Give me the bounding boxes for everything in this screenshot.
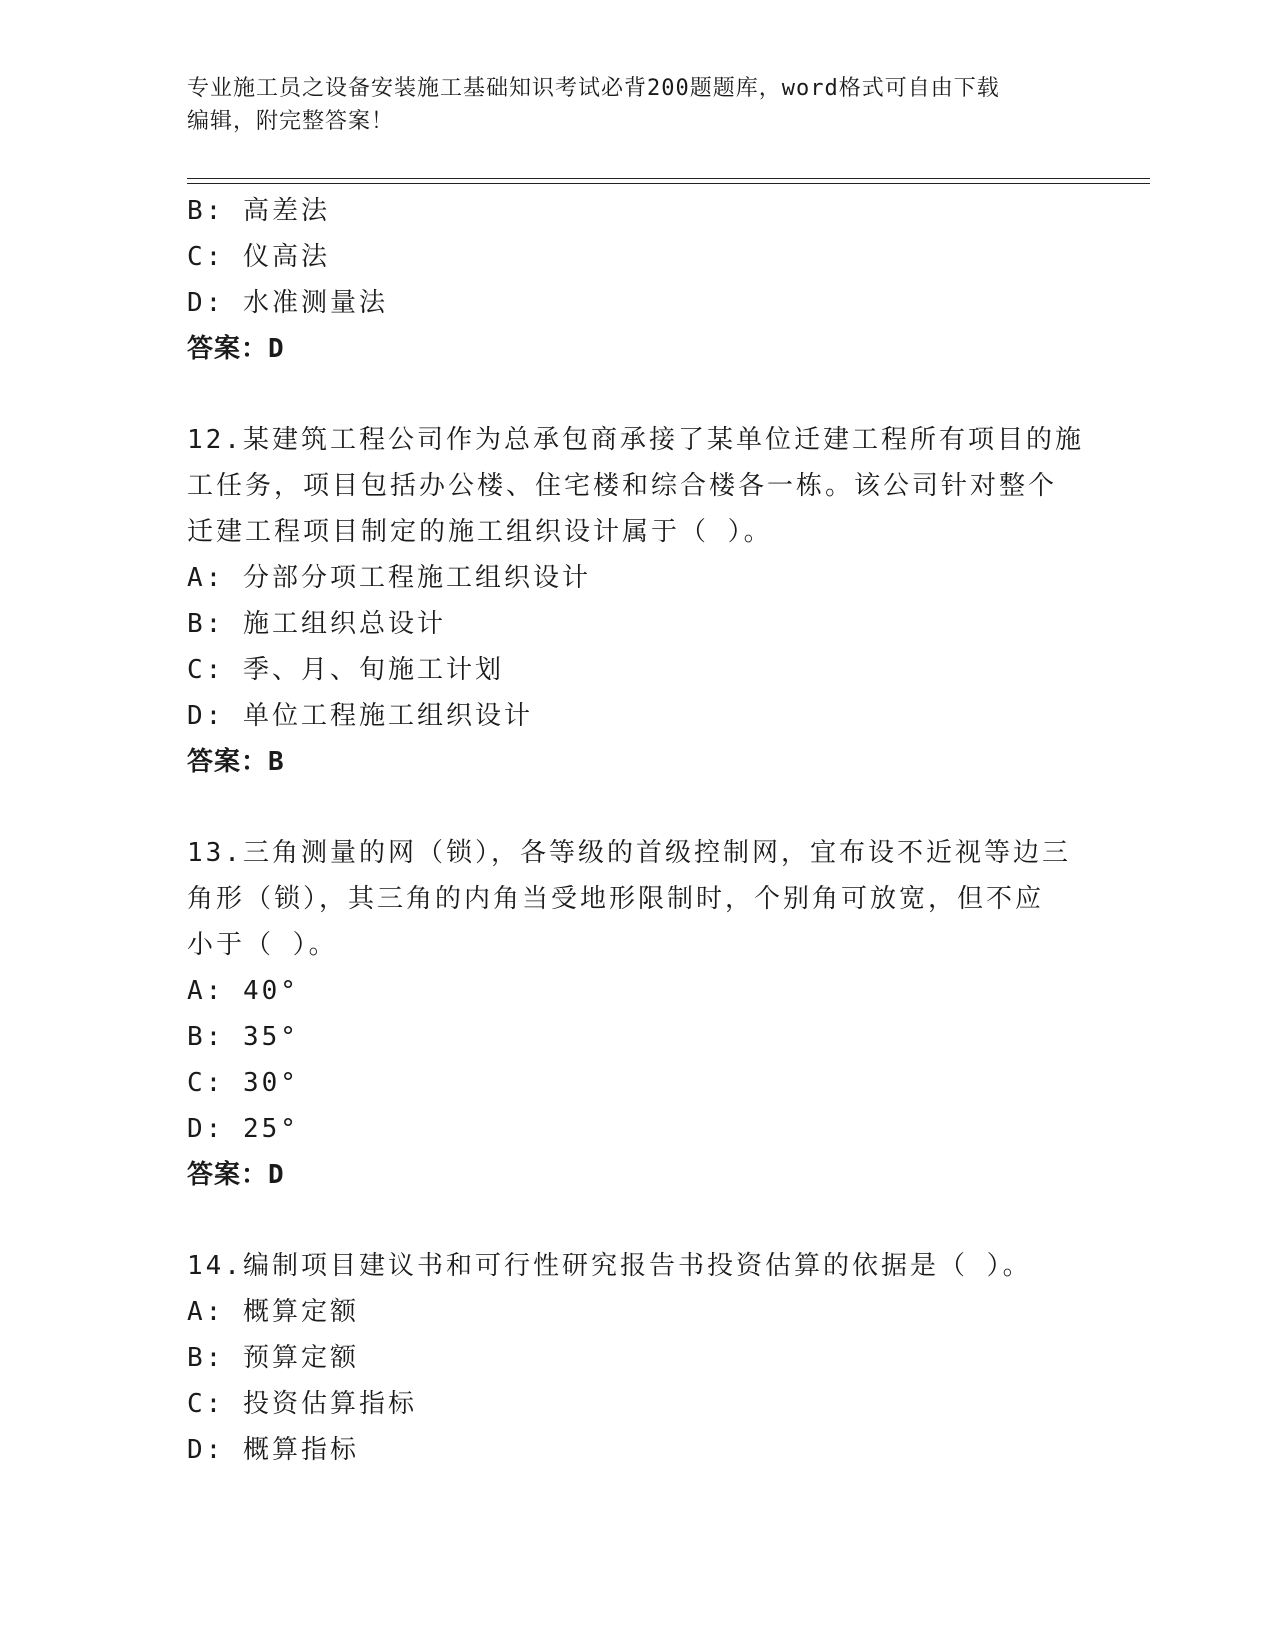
- question-12: [187, 417, 1087, 785]
- header-divider-top: [187, 178, 1150, 179]
- option-d: D: 单位工程施工组织设计: [187, 701, 533, 731]
- answer: 答案：B: [187, 747, 285, 777]
- question-list: [187, 188, 1087, 1473]
- header-title-line-1: 专业施工员之设备安装施工基础知识考试必背200题题库，word格式可自由下载: [187, 76, 1000, 101]
- option-d: D: 水准测量法: [187, 288, 388, 318]
- spacer: [187, 785, 1087, 830]
- spacer: [187, 1198, 1087, 1243]
- header-title-line-2: 编辑，附完整答案！: [187, 109, 395, 134]
- header-divider-bottom: [187, 183, 1150, 184]
- option-a: A: 40°: [187, 976, 299, 1006]
- answer: 答案：D: [187, 334, 285, 364]
- question-13: [187, 830, 1087, 1198]
- option-d: D: 25°: [187, 1114, 299, 1144]
- option-b: B: 施工组织总设计: [187, 609, 446, 639]
- option-d: D: 概算指标: [187, 1435, 359, 1465]
- spacer: [187, 372, 1087, 417]
- option-b: B: 高差法: [187, 196, 330, 226]
- option-a: A: 分部分项工程施工组织设计: [187, 563, 591, 593]
- question-11-tail: [187, 188, 1087, 372]
- option-c: C: 季、月、旬施工计划: [187, 655, 504, 685]
- question-text-line: 角形（锁），其三角的内角当受地形限制时，个别角可放宽，但不应: [187, 884, 1045, 914]
- question-14: [187, 1243, 1087, 1473]
- question-text-line: 14.编制项目建议书和可行性研究报告书投资估算的依据是（ ）。: [187, 1251, 1032, 1281]
- option-c: C: 投资估算指标: [187, 1389, 417, 1419]
- option-c: C: 30°: [187, 1068, 299, 1098]
- option-b: B: 预算定额: [187, 1343, 359, 1373]
- option-c: C: 仪高法: [187, 242, 330, 272]
- option-b: B: 35°: [187, 1022, 299, 1052]
- question-text-line: 12.某建筑工程公司作为总承包商承接了某单位迁建工程所有项目的施: [187, 425, 1084, 455]
- document-header: [187, 72, 1067, 138]
- question-text-line: 迁建工程项目制定的施工组织设计属于（ ）。: [187, 517, 773, 547]
- answer: 答案：D: [187, 1160, 285, 1190]
- option-a: A: 概算定额: [187, 1297, 359, 1327]
- question-text-line: 小于（ ）。: [187, 930, 338, 960]
- question-text-line: 13.三角测量的网（锁），各等级的首级控制网，宜布设不近视等边三: [187, 838, 1071, 868]
- question-text-line: 工任务，项目包括办公楼、住宅楼和综合楼各一栋。该公司针对整个: [187, 471, 1058, 501]
